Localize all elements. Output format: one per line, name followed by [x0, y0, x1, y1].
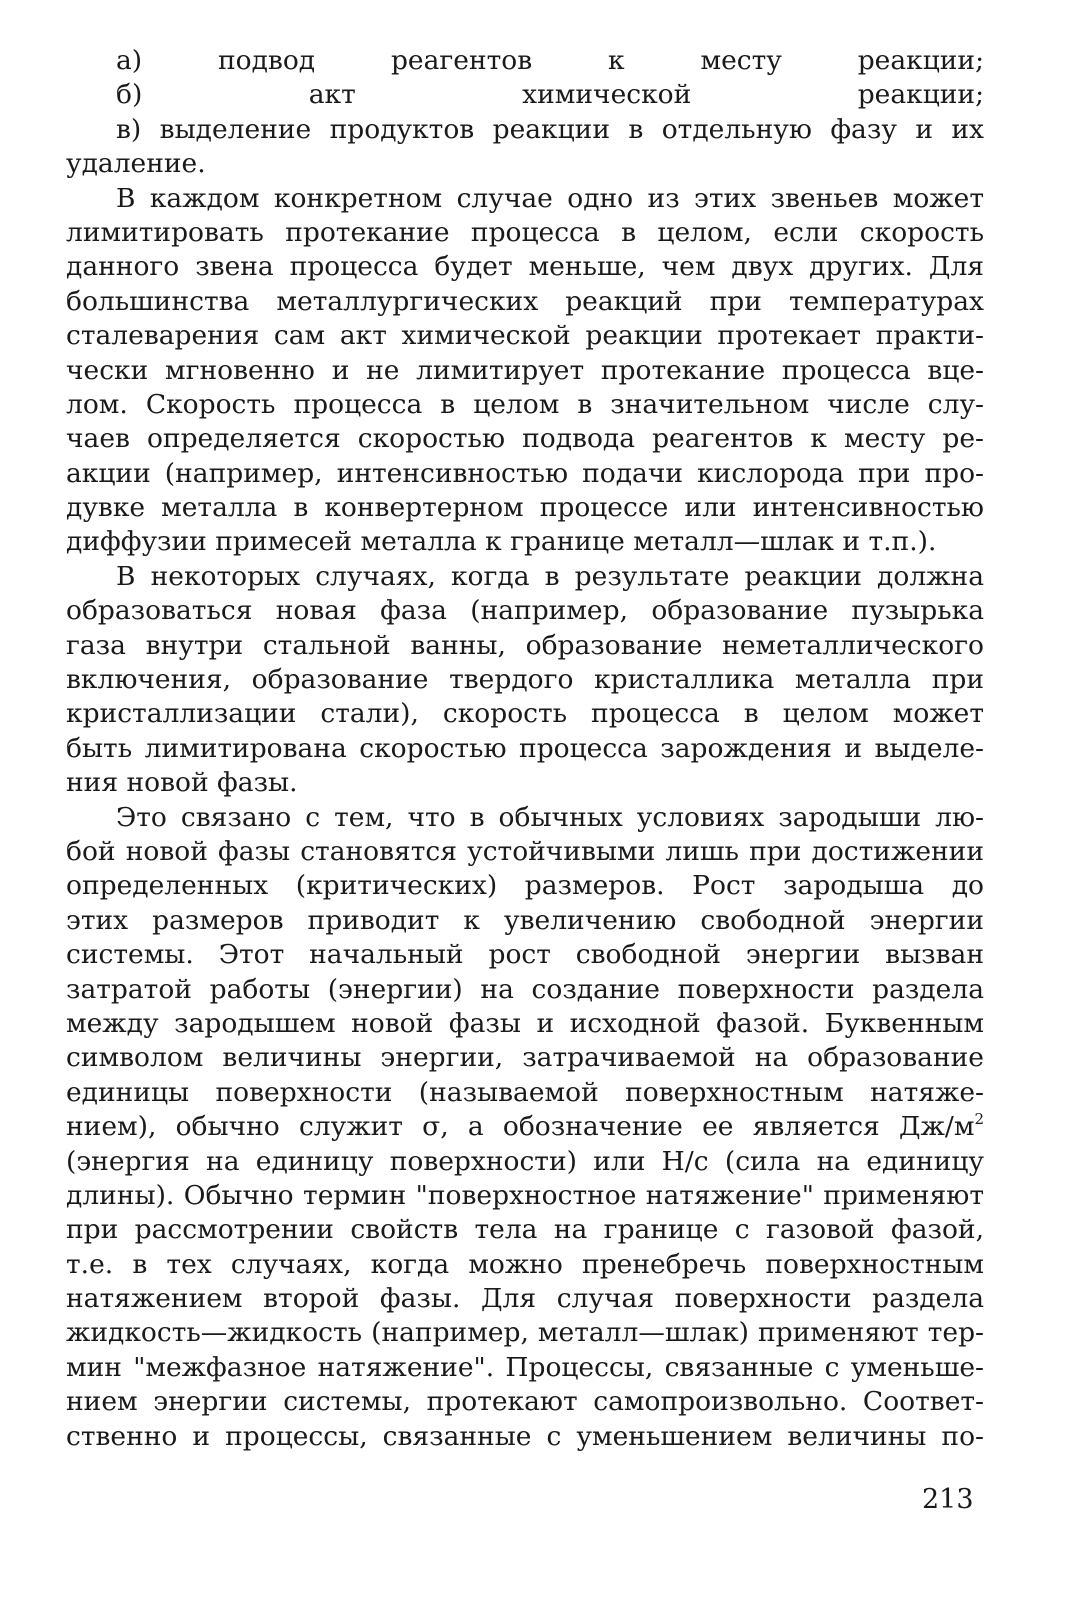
text-line: чаев определяется скоростью подвода реагентов к месту ре-	[66, 423, 984, 455]
text-line: включения, образование твердого кристаллика металла при	[66, 664, 984, 696]
text-line: при рассмотрении свойств тела на границе с газовой фазой,	[66, 1214, 984, 1246]
sigma-line-text: нием), обычно служит σ, а обозначение ее является Дж/м	[66, 1111, 975, 1143]
paragraph-surface-tension	[66, 801, 984, 1454]
list-item: а) подвод реагентов к месту реакции;	[116, 45, 984, 76]
text-line: затратой работы (энергии) на создание поверхности раздела	[66, 973, 984, 1005]
text-line: В каждом конкретном случае одно из этих звеньев может	[116, 182, 984, 214]
text-line: лимитировать протекание процесса в целом, если скорость	[66, 216, 984, 248]
text-line: сталеварения сам акт химической реакции протекает практи-	[66, 320, 984, 352]
text-line: ния новой фазы.	[66, 767, 298, 799]
text-line: мин "межфазное натяжение". Процессы, связанные с уменьше-	[66, 1351, 984, 1383]
paragraph-limiting-stage	[66, 182, 984, 560]
text-line: (энергия на единицу поверхности) или Н/с (сила на единицу	[66, 1145, 984, 1177]
text-line: этих размеров приводит к увеличению свободной энергии	[66, 904, 984, 936]
text-line: лом. Скорость процесса в целом в значительном числе слу-	[66, 388, 984, 420]
list-item: б) акт химической реакции;	[116, 79, 984, 111]
text-line: натяжением второй фазы. Для случая поверхности раздела	[66, 1283, 984, 1315]
text-line: Это связано с тем, что в обычных условиях зародыши лю-	[116, 801, 984, 833]
text-line: газа внутри стальной ванны, образование неметаллического	[66, 629, 984, 661]
text-line: длины). Обычно термин "поверхностное натяжение" применяют	[66, 1179, 984, 1211]
text-line: данного звена процесса будет меньше, чем двух других. Для	[66, 251, 984, 283]
text-line: акции (например, интенсивностью подачи кислорода при про-	[66, 457, 984, 489]
text-line: жидкость—жидкость (например, металл—шлак) применяют тер-	[66, 1317, 984, 1349]
text-line: диффузии примесей металла к границе металл—шлак и т.п.).	[66, 526, 937, 558]
text-line: чески мгновенно и не лимитирует протекание процесса вце-	[66, 354, 984, 386]
text-line: нием энергии системы, протекают самопроизвольно. Соответ-	[66, 1386, 984, 1418]
page-number: 213	[922, 1484, 974, 1515]
text-line: ственно и процессы, связанные с уменьшением величины по-	[66, 1420, 984, 1452]
text-line-sigma	[66, 1110, 984, 1144]
text-line: бой новой фазы становятся устойчивыми лишь при достижении	[66, 835, 984, 867]
text-line: символом величины энергии, затрачиваемой на образование	[66, 1042, 984, 1074]
text-line: определенных (критических) размеров. Рост зародыша до	[66, 870, 984, 902]
paragraph-new-phase	[66, 560, 984, 801]
text-line: образоваться новая фаза (например, образование пузырька	[66, 595, 984, 627]
text-line: между зародышем новой фазы и исходной фазой. Буквенным	[66, 1007, 984, 1039]
list-item: в) выделение продуктов реакции в отдельную фазу и их	[116, 113, 984, 145]
square-superscript: 2	[974, 1110, 984, 1129]
page-text	[66, 44, 984, 1454]
text-line: дувке металла в конвертерном процессе или интенсивностью	[66, 492, 984, 524]
text-line: т.е. в тех случаях, когда можно пренебречь поверхностным	[66, 1248, 984, 1280]
list-item-continuation: удаление.	[66, 148, 206, 180]
text-line: быть лимитирована скоростью процесса зарождения и выделе-	[66, 732, 984, 764]
text-line: большинства металлургических реакций при температурах	[66, 285, 984, 317]
reaction-stages-list	[66, 44, 984, 182]
text-line: В некоторых случаях, когда в результате реакции должна	[116, 560, 984, 592]
text-line: кристаллизации стали), скорость процесса в целом может	[66, 698, 984, 730]
text-line: единицы поверхности (называемой поверхностным натяже-	[66, 1076, 984, 1108]
text-line: системы. Этот начальный рост свободной энергии вызван	[66, 939, 984, 971]
